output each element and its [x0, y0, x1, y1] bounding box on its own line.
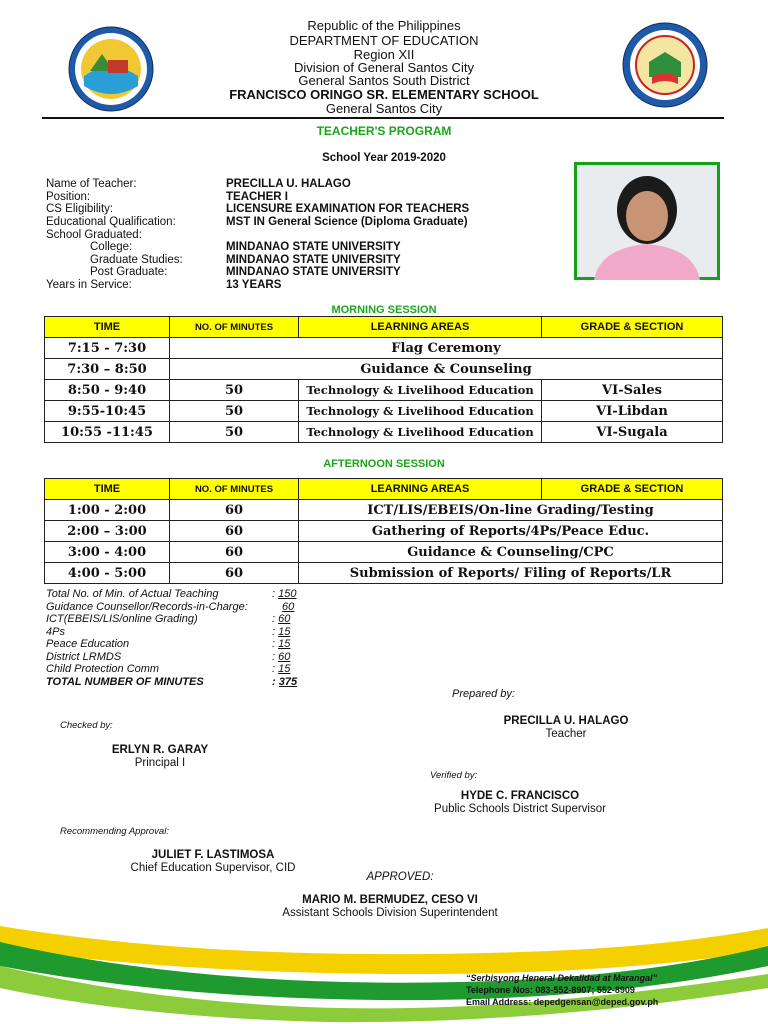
checked-caption: Checked by: — [60, 720, 113, 731]
footer-contact — [466, 972, 670, 1008]
header-line-district: General Santos South District — [298, 73, 470, 88]
label-name: Name of Teacher: — [46, 178, 137, 190]
header-divider — [42, 117, 724, 119]
prepared-caption: Prepared by: — [452, 688, 515, 700]
cell-time: 10:55 -11:45 — [45, 422, 170, 443]
summary-label: Total No. of Min. of Actual Teaching — [46, 588, 219, 600]
summary-value: 15 — [278, 663, 291, 675]
summary-row: Child Protection Comm : 15 — [46, 663, 291, 675]
summary-label: District LRMDS — [46, 650, 122, 663]
summary-value: 60 — [282, 600, 295, 613]
cell-learning-area: Gathering of Reports/4Ps/Peace Educ. — [299, 521, 723, 542]
table-header-row — [45, 317, 723, 338]
summary-label: ICT(EBEIS/LIS/online Grading) — [46, 613, 198, 625]
approved-caption: APPROVED: — [366, 871, 434, 883]
verified-caption: Verified by: — [430, 770, 478, 781]
afternoon-schedule-table — [44, 478, 723, 584]
footer-motto: “Serbisyong Heneral Dekalidad at Marangal” — [466, 973, 658, 983]
summary-total-label: TOTAL NUMBER OF MINUTES — [46, 675, 204, 688]
program-title: TEACHER'S PROGRAM — [316, 124, 452, 138]
summary-label: Guidance Counsellor/Records-in-Charge: — [46, 600, 248, 613]
label-position: Position: — [46, 191, 91, 203]
table-row — [45, 563, 723, 584]
checked-name: ERLYN R. GARAY — [111, 744, 209, 756]
approved-name: MARIO M. BERMUDEZ, CESO VI — [302, 894, 478, 906]
table-row — [45, 338, 723, 359]
header-line-region: Region XII — [353, 47, 415, 62]
header-learning-areas: LEARNING AREAS — [299, 317, 542, 338]
header-time: TIME — [45, 479, 170, 500]
cell-time: 7:15 - 7:30 — [45, 338, 170, 359]
verified-name: HYDE C. FRANCISCO — [460, 790, 580, 802]
value-name: PRECILLA U. HALAGO — [226, 178, 351, 190]
school-year: School Year 2019-2020 — [322, 152, 446, 164]
value-eligibility: LICENSURE EXAMINATION FOR TEACHERS — [226, 203, 470, 215]
summary-value: 15 — [278, 625, 291, 638]
header-grade-section: GRADE & SECTION — [542, 479, 723, 500]
value-years-service: 13 YEARS — [226, 279, 282, 291]
teacher-photo — [574, 162, 720, 280]
approved-title: Assistant Schools Division Superintendent — [282, 907, 498, 919]
label-eligibility: CS Eligibility: — [46, 203, 114, 215]
value-graduate-studies: MINDANAO STATE UNIVERSITY — [226, 254, 401, 266]
header-time: TIME — [45, 317, 170, 338]
minutes-summary — [46, 588, 306, 688]
cell-minutes: 60 — [170, 542, 299, 563]
cell-minutes: 60 — [170, 521, 299, 542]
summary-value: 60 — [278, 650, 291, 663]
morning-schedule-table — [44, 316, 723, 443]
summary-value: 150 — [278, 588, 297, 600]
value-post-graduate: MINDANAO STATE UNIVERSITY — [226, 266, 401, 278]
label-years-service: Years in Service: — [46, 279, 132, 291]
table-row — [45, 422, 723, 443]
summary-total-row: TOTAL NUMBER OF MINUTES : 375 — [46, 675, 298, 688]
cell-section: VI-Libdan — [542, 401, 723, 422]
summary-label: 4Ps — [46, 625, 65, 638]
cell-minutes: 60 — [170, 500, 299, 521]
cell-minutes: 50 — [170, 401, 299, 422]
verified-title: Public Schools District Supervisor — [434, 803, 606, 815]
summary-label: Child Protection Comm — [46, 663, 160, 675]
table-header-row — [45, 479, 723, 500]
cell-time: 7:30 – 8:50 — [45, 359, 170, 380]
recommending-name: JULIET F. LASTIMOSA — [151, 849, 275, 861]
cell-section: VI-Sales — [542, 380, 723, 401]
summary-row: 4Ps : 15 — [46, 625, 291, 638]
checked-title: Principal I — [134, 757, 186, 769]
prepared-title: Teacher — [545, 728, 587, 740]
table-row — [45, 401, 723, 422]
header-minutes: NO. OF MINUTES — [170, 479, 299, 500]
value-college: MINDANAO STATE UNIVERSITY — [226, 241, 401, 253]
header-grade-section: GRADE & SECTION — [542, 317, 723, 338]
summary-total-value: 375 — [278, 675, 298, 688]
summary-row: ICT(EBEIS/LIS/online Grading) : 60 — [46, 613, 291, 625]
cell-time: 9:55-10:45 — [45, 401, 170, 422]
school-name: FRANCISCO ORINGO SR. ELEMENTARY SCHOOL — [229, 87, 539, 102]
cell-time: 8:50 - 9:40 — [45, 380, 170, 401]
header-line-deped: DEPARTMENT OF EDUCATION — [289, 33, 479, 48]
cell-time: 2:00 – 3:00 — [45, 521, 170, 542]
cell-learning-area: Submission of Reports/ Filing of Reports/LR — [299, 563, 723, 584]
cell-time: 1:00 - 2:00 — [45, 500, 170, 521]
table-row — [45, 542, 723, 563]
morning-session-title: MORNING SESSION — [331, 304, 437, 316]
recommending-title: Chief Education Supervisor, CID — [130, 862, 296, 874]
summary-value: 60 — [278, 613, 291, 625]
table-row — [45, 359, 723, 380]
header-learning-areas: LEARNING AREAS — [299, 479, 542, 500]
summary-row: Total No. of Min. of Actual Teaching : 150 — [46, 588, 297, 600]
header-minutes: NO. OF MINUTES — [170, 317, 299, 338]
cell-learning-area: Technology & Livelihood Education — [299, 380, 542, 401]
value-position: TEACHER I — [226, 191, 288, 203]
cell-time: 4:00 - 5:00 — [45, 563, 170, 584]
cell-activity: Flag Ceremony — [170, 338, 723, 359]
header-line-republic: Republic of the Philippines — [307, 18, 461, 33]
label-college: College: — [90, 241, 133, 253]
afternoon-session-title: AFTERNOON SESSION — [323, 458, 445, 470]
footer-phone: Telephone Nos: 083-552-8907; 552-8909 — [466, 985, 635, 995]
table-row — [45, 500, 723, 521]
cell-learning-area: Technology & Livelihood Education — [299, 401, 542, 422]
label-post-graduate: Post Graduate: — [90, 266, 168, 278]
cell-learning-area: ICT/LIS/EBEIS/On-line Grading/Testing — [299, 500, 723, 521]
summary-row: District LRMDS : 60 — [46, 650, 291, 663]
cell-learning-area: Technology & Livelihood Education — [299, 422, 542, 443]
cell-section: VI-Sugala — [542, 422, 723, 443]
table-row — [45, 380, 723, 401]
header-city: General Santos City — [325, 101, 443, 116]
cell-minutes: 50 — [170, 380, 299, 401]
cell-minutes: 50 — [170, 422, 299, 443]
summary-row: Peace Education : 15 — [46, 638, 291, 650]
summary-row — [46, 601, 306, 614]
cell-activity: Guidance & Counseling — [170, 359, 723, 380]
value-qualification: MST IN General Science (Diploma Graduate) — [226, 216, 468, 228]
table-row — [45, 521, 723, 542]
prepared-name: PRECILLA U. HALAGO — [503, 715, 629, 727]
label-school-graduated: School Graduated: — [46, 229, 142, 241]
header-line-division: Division of General Santos City — [294, 60, 474, 75]
summary-value: 15 — [278, 638, 291, 650]
cell-minutes: 60 — [170, 563, 299, 584]
footer-email: Email Address: depedgensan@deped.gov.ph — [466, 997, 659, 1007]
cell-time: 3:00 - 4:00 — [45, 542, 170, 563]
label-qualification: Educational Qualification: — [46, 216, 176, 228]
label-graduate-studies: Graduate Studies: — [90, 254, 183, 266]
recommending-caption: Recommending Approval: — [60, 826, 169, 837]
cell-learning-area: Guidance & Counseling/CPC — [299, 542, 723, 563]
summary-label: Peace Education — [46, 638, 130, 650]
